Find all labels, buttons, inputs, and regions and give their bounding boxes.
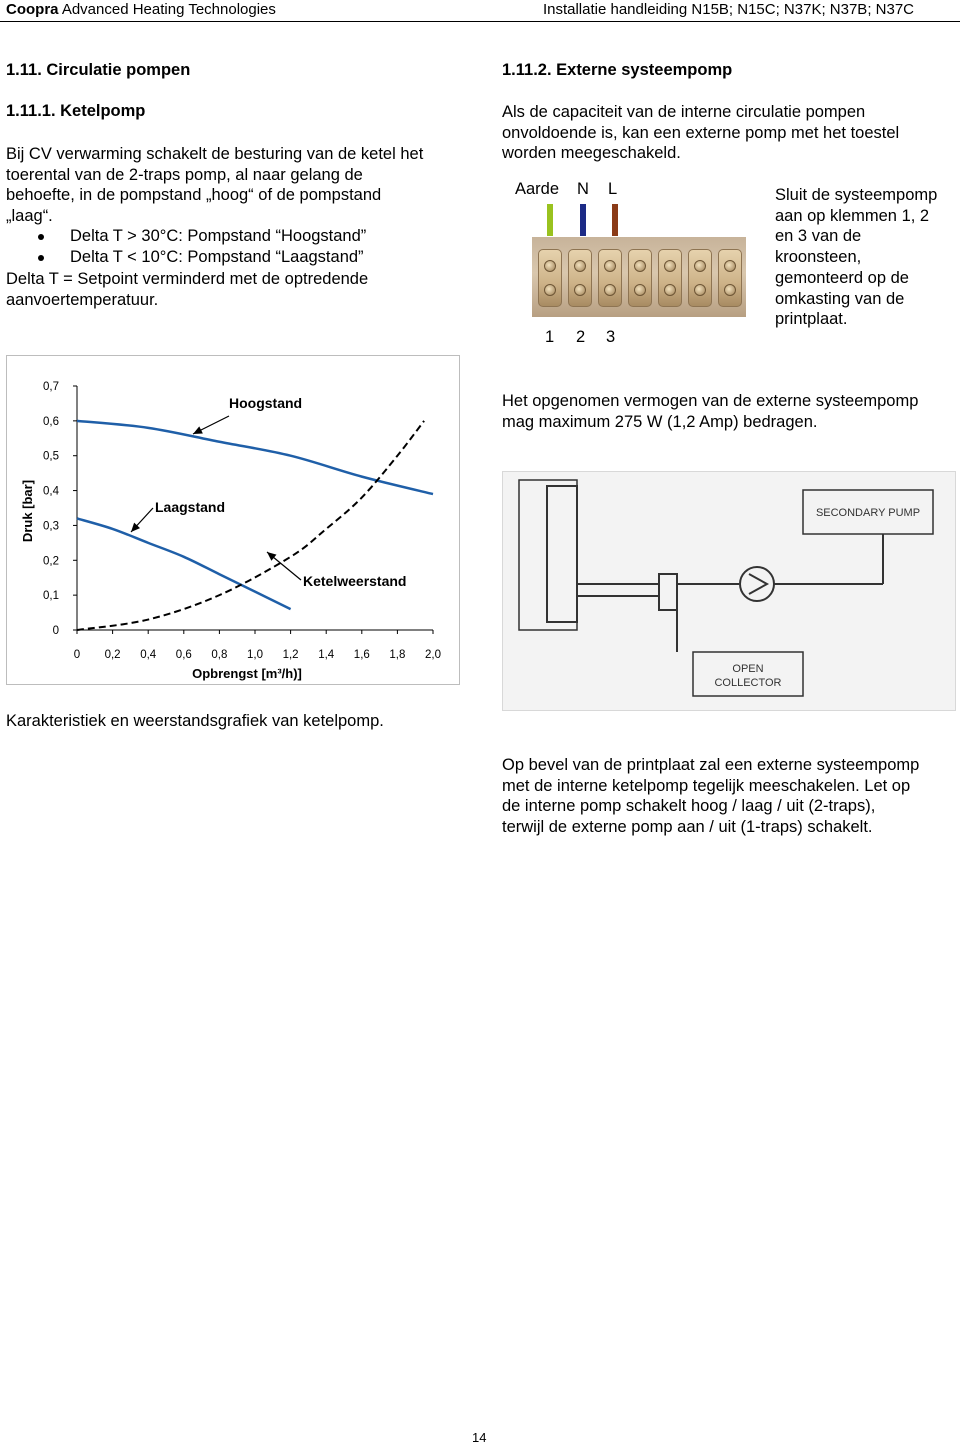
bullet-laagstand: Delta T < 10°C: Pompstand “Laagstand”	[70, 248, 364, 266]
wire-label-aarde: Aarde	[515, 180, 560, 198]
x-tick-label: 0,8	[211, 649, 228, 661]
ketelpomp-title: 1.11.1. Ketelpomp	[6, 102, 146, 120]
document-title: Installatie handleiding N15B; N15C; N37K; N37B; N37C	[542, 1, 914, 18]
ketelpomp-paragraph: Bij CV verwarming schakelt de besturing van de ketel het toerental van de 2-traps pomp, al naar gelang de behoefte, in de pompstand „hoog“ of de pompstand „laag“.	[6, 145, 424, 226]
bullet-hoogstand: Delta T > 30°C: Pompstand “Hoogstand”	[70, 227, 367, 245]
y-tick-label: 0,2	[43, 555, 59, 568]
x-tick-label: 1,0	[247, 649, 263, 661]
extern-intro: Als de capaciteit van de interne circulatie pompen onvoldoende is, kan een externe pomp met het toestel worden meegeschakeld.	[502, 103, 900, 163]
x-tick-label: 1,4	[318, 649, 335, 661]
x-tick-label: 1,8	[389, 649, 406, 661]
page-header	[0, 0, 960, 22]
arrow-head-icon	[267, 552, 276, 561]
pump-characteristic-chart	[6, 355, 460, 685]
wire-label-n: N	[577, 180, 589, 198]
series-line-laagstand	[77, 518, 291, 609]
terminal-block-photo	[532, 237, 746, 317]
wire-label-l: L	[608, 180, 618, 198]
x-tick-label: 1,2	[282, 649, 299, 661]
terminal-number-3: 3	[606, 328, 616, 346]
series-line-hoogstand	[77, 421, 433, 494]
power-limit-text: Het opgenomen vermogen van de externe systeempomp mag maximum 275 W (1,2 Amp) bedragen.	[502, 392, 919, 431]
wire-live	[612, 204, 618, 236]
chart-caption: Karakteristiek en weerstandsgrafiek van ketelpomp.	[6, 712, 384, 730]
company-name: Coopra Advanced Heating Technologies	[6, 1, 276, 18]
wire-neutral	[580, 204, 586, 236]
delta-t-definition: Delta T = Setpoint verminderd met de optredende aanvoertemperatuur.	[6, 270, 369, 309]
y-axis-label: Druk [bar]	[20, 479, 35, 543]
series-label-laagstand: Laagstand	[155, 499, 226, 515]
x-tick-label: 0,6	[175, 649, 192, 661]
section-title: 1.11. Circulatie pompen	[6, 61, 191, 79]
y-tick-label: 0,7	[43, 381, 59, 393]
x-axis-label: Opbrengst [m³/h)]	[192, 666, 302, 681]
secondary-pump-label: SECONDARY PUMP	[815, 507, 921, 519]
y-tick-label: 0,5	[43, 450, 59, 463]
y-tick-label: 0,3	[43, 520, 59, 533]
terminal-number-2: 2	[576, 328, 586, 346]
terminal-number-1: 1	[545, 328, 555, 346]
series-label-hoogstand: Hoogstand	[229, 395, 303, 411]
open-collector-label-1: OPEN	[732, 663, 764, 675]
x-tick-label: 0,2	[104, 649, 121, 661]
bullet-icon	[38, 234, 44, 240]
page-number: 14	[472, 1430, 487, 1445]
command-description: Op bevel van de printplaat zal een externe systeempomp met de interne ketelpomp tegelijk meeschakelen. Let op de interne pomp schakelt hoog / laag / uit (2-traps), terwijl de externe pomp aan / uit (1-traps) schakelt.	[502, 756, 920, 837]
x-tick-label: 2,0	[425, 649, 441, 661]
x-tick-label: 1,6	[353, 649, 370, 661]
y-tick-label: 0,4	[43, 485, 59, 498]
series-line-ketelweerstand	[77, 421, 424, 630]
series-label-ketelweerstand: Ketelweerstand	[303, 573, 407, 589]
connect-instruction: Sluit de systeempomp aan op klemmen 1, 2 en 3 van de kroonsteen, gemonteerd op de omkasting van de printplaat.	[775, 186, 938, 329]
extern-title: 1.11.2. Externe systeempomp	[502, 61, 733, 79]
y-tick-label: 0	[52, 625, 59, 637]
x-tick-label: 0,4	[140, 649, 157, 661]
pump-wiring-schematic	[502, 471, 956, 711]
y-tick-label: 0,6	[43, 415, 59, 428]
schematic-svg	[503, 472, 955, 710]
wire-aarde	[547, 204, 553, 236]
chart-svg	[7, 356, 459, 684]
open-collector-label-2: COLLECTOR	[714, 677, 782, 689]
bullet-icon	[38, 255, 44, 261]
y-tick-label: 0,1	[43, 590, 59, 603]
x-tick-label: 0	[73, 649, 81, 661]
